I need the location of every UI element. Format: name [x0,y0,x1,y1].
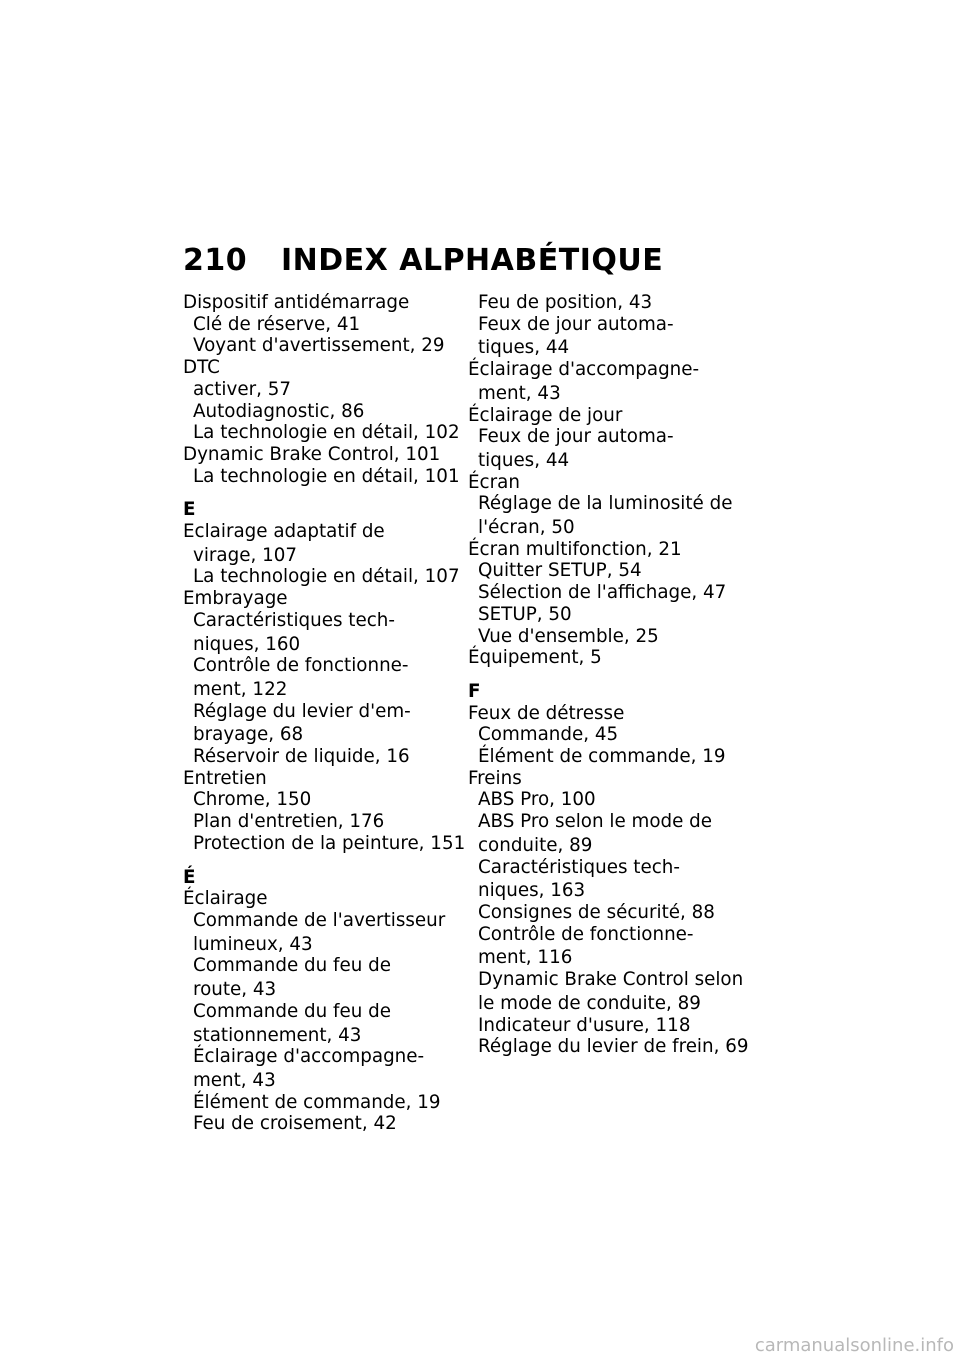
index-subentry: La technologie en détail, 101 [193,465,460,487]
index-entry: Freins [468,767,522,789]
index-subentry: Feu de croisement, 42 [193,1113,397,1135]
index-subentry-continuation: niques, 160 [193,633,301,655]
index-subentry-continuation: lumineux, 43 [193,933,313,955]
index-subentry-continuation: tiques, 44 [478,337,570,359]
index-subentry: Clé de réserve, 41 [193,313,361,335]
index-entry: Embrayage [183,588,288,610]
index-subentry: La technologie en détail, 107 [193,566,460,588]
index-subentry: Réglage du levier de frein, 69 [478,1036,749,1058]
index-entry: Éclairage de jour [468,404,623,426]
index-subentry: Commande de l'avertisseur [193,909,446,931]
index-subentry: Feu de position, 43 [478,292,653,313]
index-subentry-continuation: route, 43 [193,979,277,1001]
index-subentry: Commande du feu de [193,955,391,977]
index-subentry: Chrome, 150 [193,789,312,811]
index-entry: Équipement, 5 [468,647,602,669]
index-subentry: Plan d'entretien, 176 [193,811,385,833]
page-title: INDEX ALPHABÉTIQUE [281,243,664,278]
index-entry: DTC [183,357,220,379]
index-letter-heading: É [183,866,196,888]
watermark: carmanualsonline.info [754,1335,954,1356]
index-subentry: Quitter SETUP, 54 [478,560,642,582]
index-subentry-continuation: tiques, 44 [478,449,570,471]
index-subentry-continuation: conduite, 89 [478,834,593,856]
index-subentry-continuation: ment, 43 [193,1069,276,1091]
index-column-left [183,292,468,1135]
index-subentry: Contrôle de fonctionne- [193,655,409,677]
index-entry: Eclairage adaptatif de [183,521,385,543]
index-entry: Écran multifonction, 21 [468,538,682,560]
page-number: 210 [183,243,248,278]
index-subentry: Protection de la peinture, 151 [193,832,466,854]
index-subentry: Commande du feu de [193,1000,391,1022]
index-subentry: Élément de commande, 19 [478,746,726,768]
index-entry: Dynamic Brake Control, 101 [183,443,441,465]
index-entry: Éclairage [183,888,268,910]
index-subentry: Réglage de la luminosité de [478,493,733,515]
index-subentry-continuation: ment, 43 [478,382,561,404]
index-subentry: ABS Pro selon le mode de [478,811,713,833]
index-subentry-continuation: stationnement, 43 [193,1024,362,1046]
index-subentry: Caractéristiques tech- [478,856,680,878]
index-subentry: activer, 57 [193,378,291,400]
index-subentry-continuation: ment, 122 [193,678,288,700]
index-subentry-continuation: virage, 107 [193,544,297,566]
index-subentry-continuation: ment, 116 [478,947,573,969]
index-entry: Éclairage d'accompagne- [468,359,700,381]
index-subentry: ABS Pro, 100 [478,789,596,811]
index-subentry: Réservoir de liquide, 16 [193,746,410,768]
index-subentry: Sélection de l'affichage, 47 [478,582,727,604]
page-header [183,243,663,278]
index-subentry: Éclairage d'accompagne- [193,1046,425,1068]
index-letter-heading: E [183,499,196,521]
index-subentry-continuation: l'écran, 50 [478,517,575,539]
index-subentry: La technologie en détail, 102 [193,422,460,444]
index-subentry: Consignes de sécurité, 88 [478,901,715,923]
index-subentry: Réglage du levier d'em- [193,700,411,722]
index-subentry: Voyant d'avertissement, 29 [193,335,445,357]
index-entry: Écran [468,471,520,493]
index-subentry: Élément de commande, 19 [193,1091,441,1113]
index-subentry: Caractéristiques tech- [193,609,395,631]
index-subentry: Indicateur d'usure, 118 [478,1014,691,1036]
index-subentry: Vue d'ensemble, 25 [478,625,659,647]
index-subentry: Autodiagnostic, 86 [193,400,365,422]
index-entry: Dispositif antidémarrage [183,292,410,313]
index-subentry: Feux de jour automa- [478,313,674,335]
index-subentry-continuation: brayage, 68 [193,724,304,746]
index-entry: Entretien [183,767,267,789]
index-subentry: Feux de jour automa- [478,426,674,448]
index-subentry: Contrôle de fonctionne- [478,923,694,945]
index-letter-heading: F [468,680,481,702]
index-subentry-continuation: le mode de conduite, 89 [478,992,701,1014]
index-subentry: Commande, 45 [478,724,619,746]
index-subentry-continuation: niques, 163 [478,880,586,902]
index-subentry: Dynamic Brake Control selon [478,969,744,991]
index-entry: Feux de détresse [468,702,625,724]
index-subentry: SETUP, 50 [478,603,572,625]
index-column-right [468,292,753,1058]
